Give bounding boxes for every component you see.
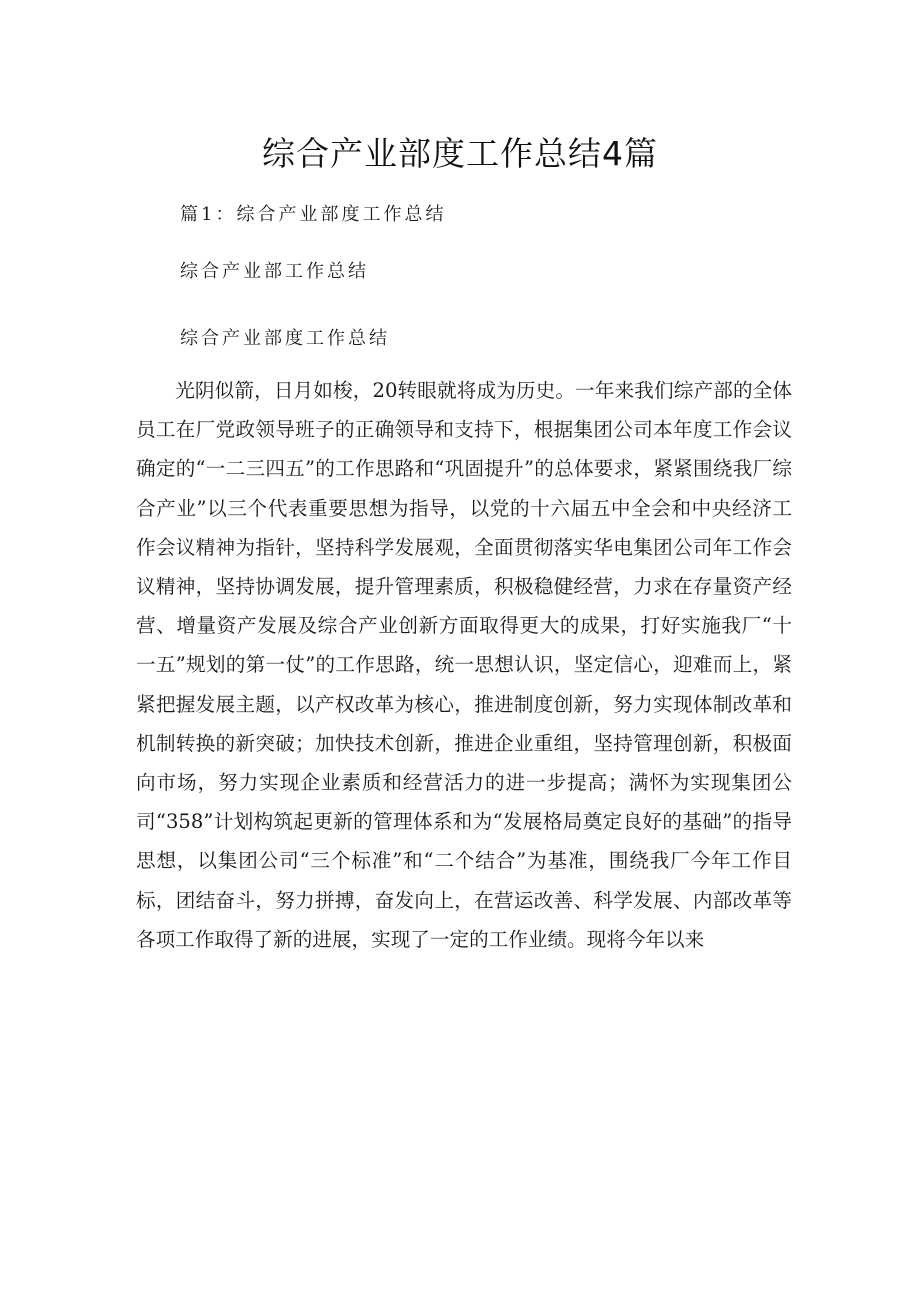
section-heading: 篇1：综合产业部度工作总结 — [180, 204, 447, 225]
document-title: 综合产业部度工作总结4篇 — [262, 134, 658, 173]
sub-heading-1: 综合产业部工作总结 — [180, 261, 369, 282]
body-paragraph: 光阴似箭，日月如梭，20转眼就将成为历史。一年来我们综产部的全体员工在厂党政领导班子的正确领导和支持下，根据集团公司本年度工作会议确定的“一二三四五”的工作思路和“巩固提升”的总体要求，紧紧围绕我厂综合产业”以三个代表重要思想为指导，以党的十六届五中全会和中央经济工作会议精神为指针，坚持科学发展观，全面贯彻落实华电集团公司年工作会议精神，坚持协调发展，提升管理素质，积极稳健经营，力求在存量资产经营、增量资产发展及综合产业创新方面取得更大的成果，打好实施我厂“十一五”规划的第一仗”的工作思路，统一思想认识，坚定信心，迎难而上，紧紧把握发展主题，以产权改革为核心，推进制度创新，努力实现体制改革和机制转换的新突破；加快技术创新，推进企业重组，坚持管理创新，积极面向市场，努力实现企业素质和经营活力的进一步提高；满怀为实现集团公司“358”计划构筑起更新的管理体系和为“发展格局奠定良好的基础”的指导思想，以集团公司“三个标准”和“二个结合”为基准，围绕我厂今年工作目标，团结奋斗，努力拼搏，奋发向上，在营运改善、科学发展、内部改革等各项工作取得了新的进展，实现了一定的工作业绩。现将今年以来 — [136, 379, 792, 951]
sub-heading-2: 综合产业部度工作总结 — [180, 328, 390, 349]
